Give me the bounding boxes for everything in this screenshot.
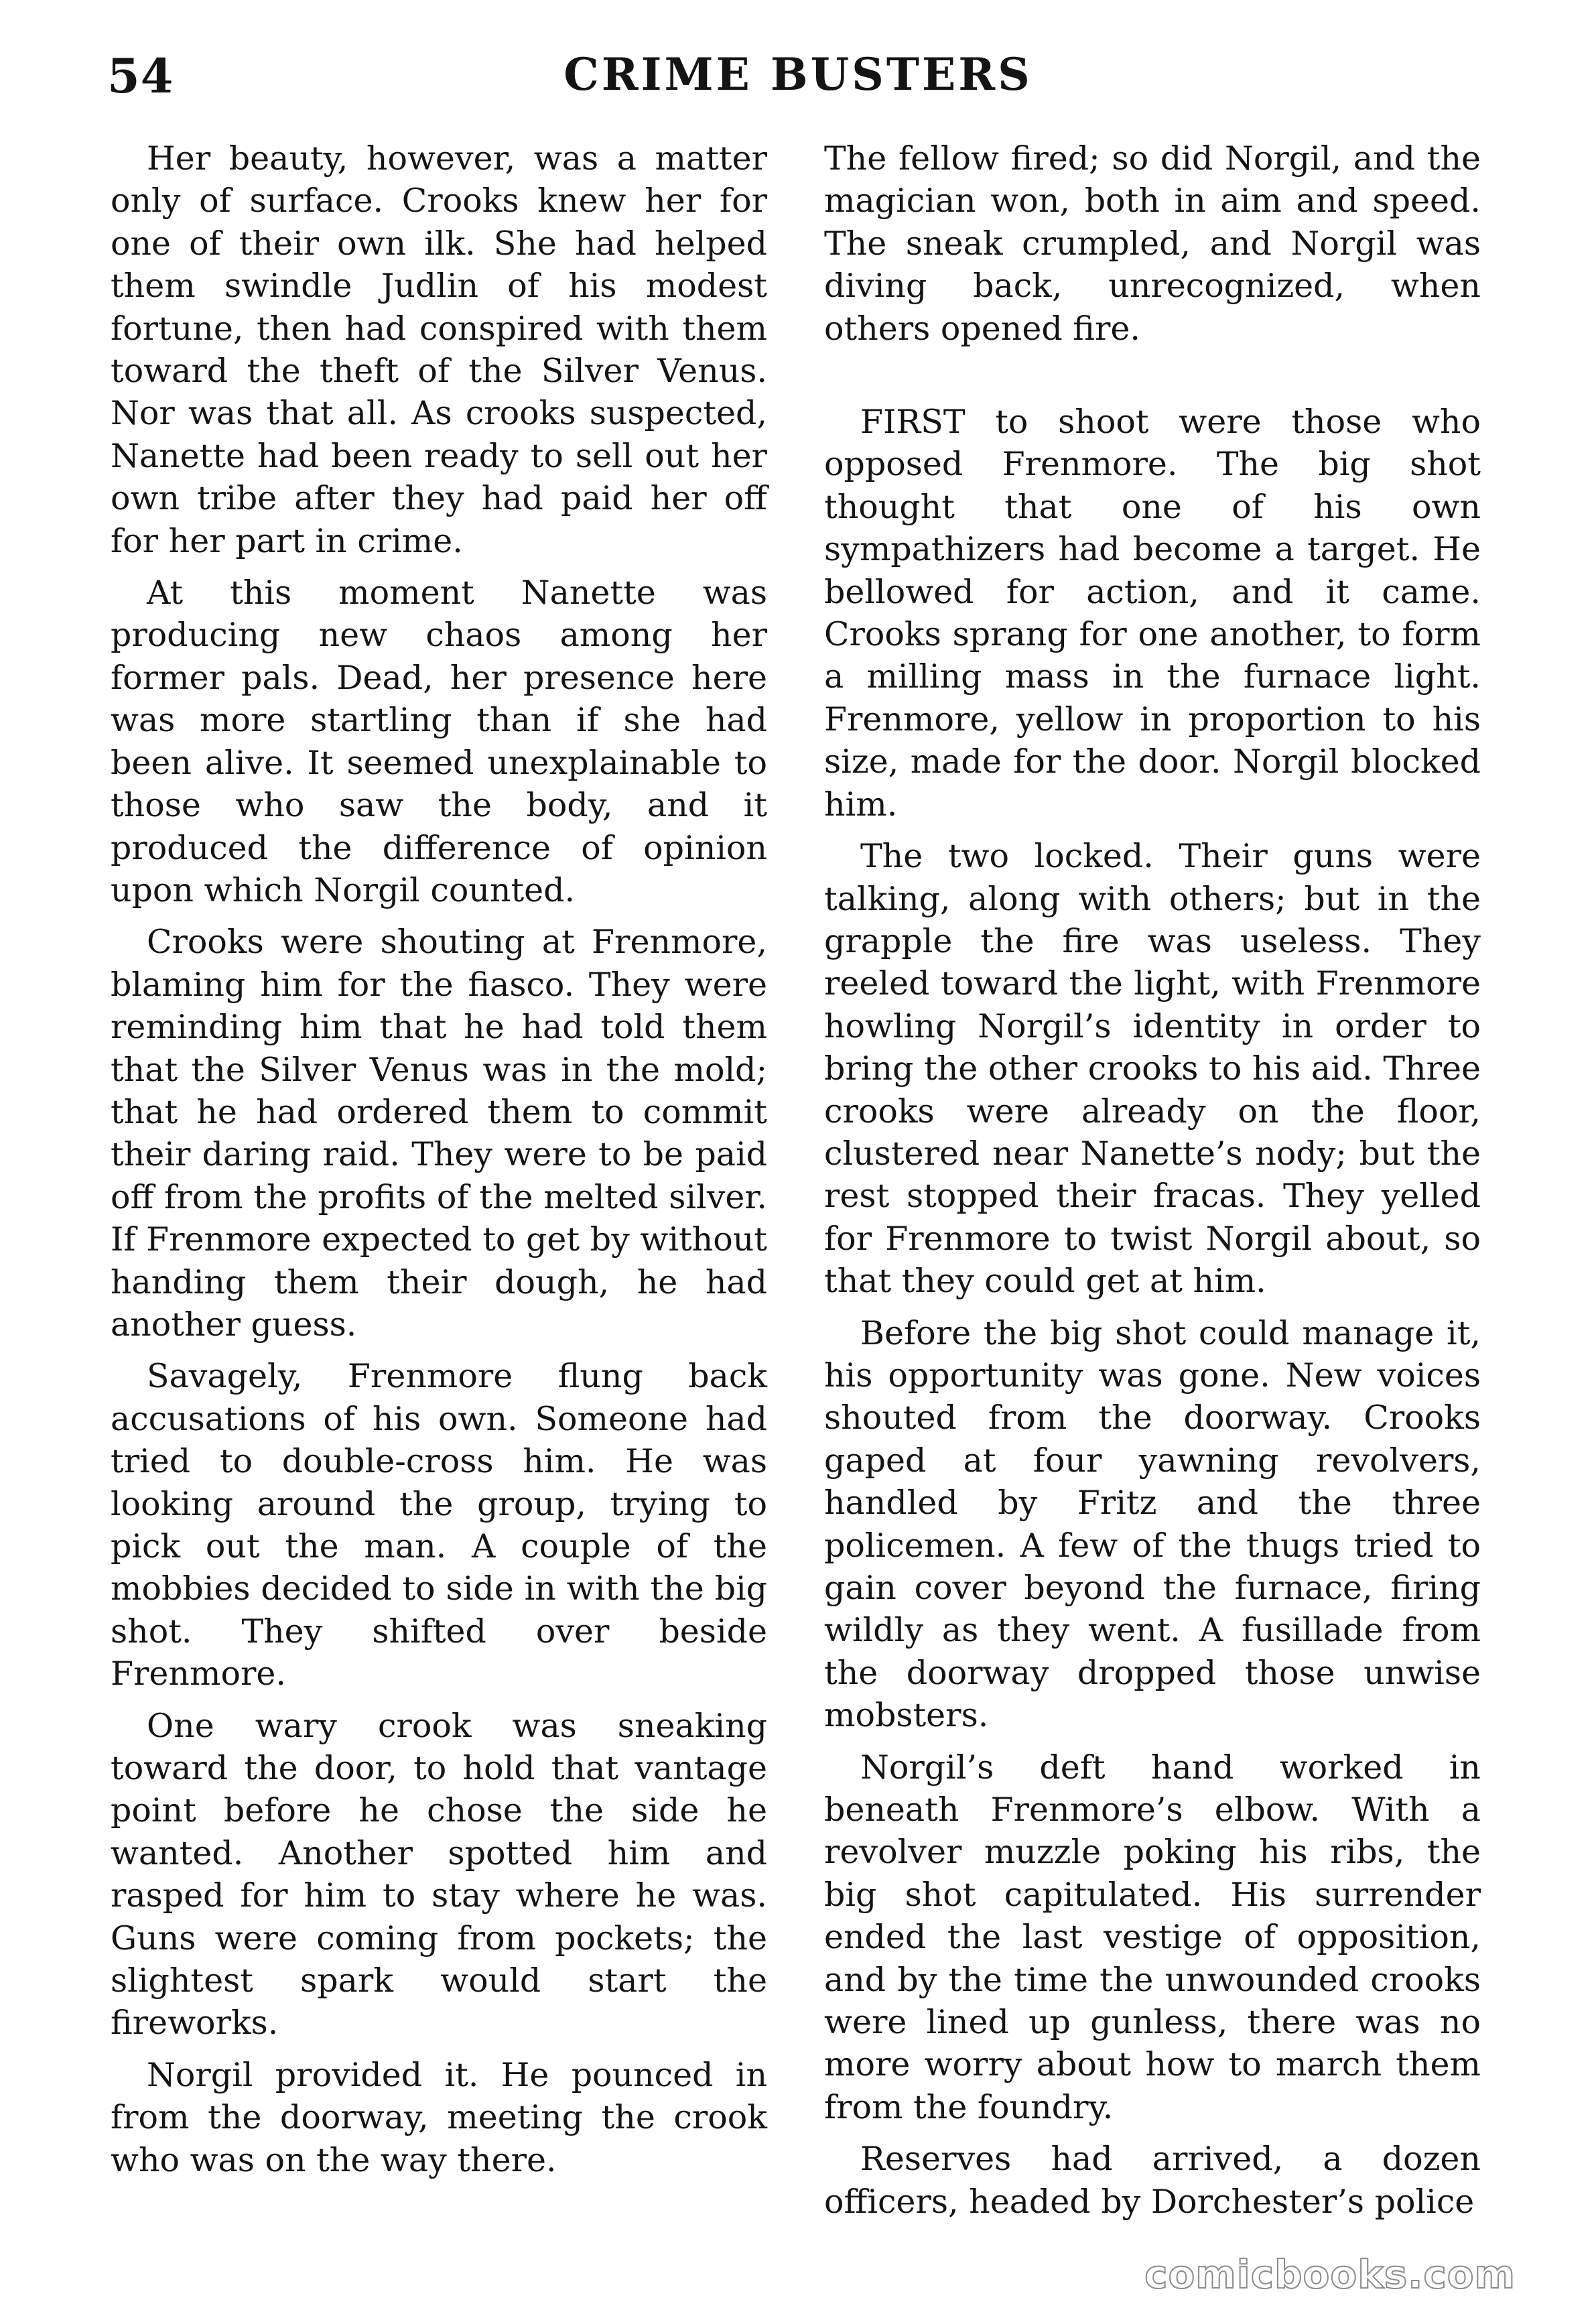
section-opening-paragraph: FIRST to shoot were those who opposed Frenmore. The big shot thought that one of his own sympathizers had become a target. He bellowed for action, and it came. Crooks sprang for one another, to form a milling mass in the furnace light. Frenmore, yellow in proportion to his size, made for the door. Norgil blocked him.: [824, 403, 1481, 824]
paragraph: Crooks were shouting at Frenmore, blaming him for the fiasco. They were reminding him that he had told them that the Silver Venus was in the mold; that he had ordered them to commit their daring raid. They were to be paid off from the profits of the melted silver. If Frenmore expected to get by without handing them their dough, he had another guess.: [111, 923, 767, 1344]
paragraph: One wary crook was sneaking toward the door, to hold that vantage point before he chose the side he wanted. Another spotted him and rasped for him to stay where he was. Guns were coming from pockets; the slightest spark would start the fireworks.: [111, 1706, 767, 2043]
paragraph: Before the big shot could manage it, his opportunity was gone. New voices shouted from the doorway. Crooks gaped at four yawning revolvers, handled by Fritz and the three policemen. A few of the thugs tried to gain cover beyond the furnace, firing wildly as they went. A fusillade from the doorway dropped those unwise mobsters.: [824, 1313, 1481, 1735]
page-number: 54: [107, 48, 174, 104]
paragraph: Savagely, Frenmore flung back accusations of his own. Someone had tried to double-cross him. He was looking around the group, trying to pick out the man. A couple of the mobbies decided to side in with the big shot. They shifted over beside Frenmore.: [111, 1357, 767, 1693]
watermark: comicbooks.com: [1144, 2252, 1516, 2297]
paragraph: At this moment Nanette was producing new chaos among her former pals. Dead, her presence here was more startling than if she had been alive. It seemed unexplainable to those who saw the body, and it produced the difference of opinion upon which Norgil counted.: [111, 574, 767, 909]
paragraph: Her beauty, however, was a matter only of surface. Crooks knew her for one of their own ilk. She had helped them swindle Judlin of his modest fortune, then had conspired with them toward the theft of the Silver Venus. Nor was that all. As crooks suspected, Nanette had been ready to sell out her own tribe after they had paid her off for her part in crime.: [111, 139, 767, 560]
paragraph: Norgil provided it. He pounced in from the doorway, meeting the crook who was on the way there.: [111, 2055, 767, 2179]
paragraph-continued: The fellow fired; so did Norgil, and the magician won, both in aim and speed. The sneak crumpled, and Norgil was diving back, unrecognized, when others opened fire.: [824, 139, 1481, 348]
left-column: [111, 137, 767, 2191]
running-title: CRIME BUSTERS: [563, 48, 1033, 101]
right-column: [824, 137, 1481, 2232]
paragraph: Norgil’s deft hand worked in beneath Frenmore’s elbow. With a revolver muzzle poking his ribs, the big shot capitulated. His surrender ended the last vestige of opposition, and by the time the unwounded crooks were lined up gunless, there was no more worry about how to march them from the foundry.: [824, 1748, 1481, 2126]
paragraph: The two locked. Their guns were talking, along with others; but in the grapple the fire was useless. They reeled toward the light, with Frenmore howling Norgil’s identity in order to bring the other crooks to his aid. Three crooks were already on the floor, clustered near Nanette’s nody; but the rest stopped their fracas. They yelled for Frenmore to twist Norgil about, so that they could get at him.: [824, 837, 1481, 1301]
paragraph: Reserves had arrived, a dozen officers, headed by Dorchester’s police: [824, 2140, 1481, 2221]
